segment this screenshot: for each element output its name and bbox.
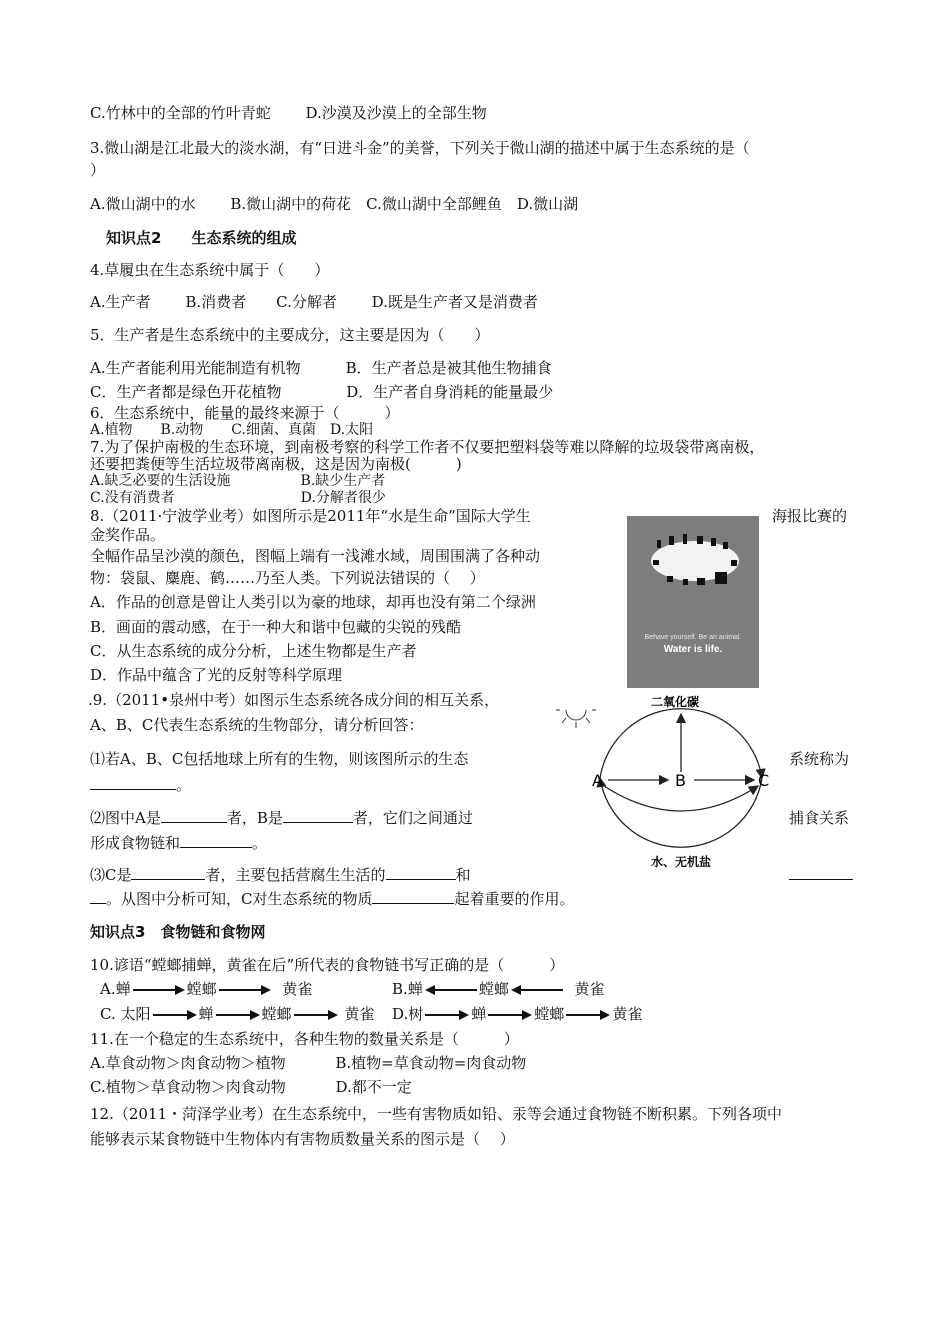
answer-blank[interactable] — [386, 865, 456, 880]
q9-part3-right-blank — [789, 865, 853, 885]
q9-part3 — [90, 865, 471, 885]
co2-label: 二氧化碳 — [651, 695, 700, 709]
arrow-right-icon — [153, 1010, 197, 1020]
water-salt-label: 水、无机盐 — [651, 855, 712, 869]
chain-item: 黄雀 — [612, 1005, 643, 1023]
q8-option-d: D．作品中蕴含了光的反射等科学原理 — [90, 666, 343, 684]
q3-options: A.微山湖中的水 B.微山湖中的荷花 C.微山湖中全部鲤鱼 D.微山湖 — [90, 195, 579, 213]
chain-item: 螳螂 — [186, 980, 217, 998]
ecosystem-cycle-svg — [556, 686, 786, 876]
node-a: A — [592, 771, 603, 790]
q9-stem-2: A、B、C代表生态系统的生物部分，请分析回答： — [90, 716, 424, 734]
answer-blank[interactable] — [90, 775, 176, 790]
q8-stem-2: 金奖作品。 — [90, 526, 166, 544]
arrow-right-icon — [425, 1010, 469, 1020]
q8-option-c: C．从生态系统的成分分析，上述生物都是生产者 — [90, 642, 417, 660]
q9-stem-1: .9.（2011•泉州中考）如图示生态系统各成分间的相互关系， — [88, 691, 500, 709]
q9-part2-line2 — [90, 833, 267, 853]
q9-part2-right: 捕食关系 — [789, 809, 850, 827]
q9-part3-d: 。从图中分析可知，C对生态系统的物质 — [106, 890, 373, 908]
q5-stem: 5．生产者是生态系统中的主要成分，这主要是因为（ ） — [90, 326, 490, 344]
ecosystem-diagram — [556, 686, 786, 876]
q9-part3-c: 和 — [455, 866, 471, 884]
q9-part3-line2 — [90, 889, 575, 909]
arrow-right-icon — [294, 1010, 338, 1020]
chain-item: 螳螂 — [261, 1005, 292, 1023]
chain-item: 黄雀 — [344, 1005, 375, 1023]
q6-stem: 6．生态系统中，能量的最终来源于（ ） — [90, 404, 400, 422]
q10-option-a — [100, 979, 312, 999]
q9-part2-b: 者，B是 — [226, 809, 283, 827]
option-label: D. — [392, 1005, 409, 1023]
arrow-right-icon — [133, 985, 185, 995]
option-label: A. — [100, 980, 116, 998]
node-c: C — [758, 771, 770, 790]
q10-option-b — [392, 979, 604, 999]
q12-stem-2: 能够表示某食物链中生物体内有害物质数量关系的图示是（ ） — [90, 1130, 515, 1148]
q7-stem-2: 还要把粪便等生活垃圾带离南极，这是因为南极( ) — [90, 455, 462, 473]
q9-part1-answer — [90, 775, 191, 795]
poster-image — [627, 516, 759, 688]
poster-caption-2: Water is life. — [663, 644, 723, 655]
q8-stem-1: 8.（2011·宁波学业考）如图所示是2011年“水是生命”国际大学生 — [90, 507, 531, 525]
chain-item: 蝉 — [115, 980, 131, 998]
chain-item: 螳螂 — [478, 980, 509, 998]
q5-options-cd: C．生产者都是绿色开花植物 D．生产者自身消耗的能量最少 — [90, 383, 554, 401]
q11-options-cd: C.植物＞草食动物＞肉食动物 D.都不一定 — [90, 1078, 412, 1096]
q3-stem: 3.微山湖是江北最大的淡水湖，有“日进斗金”的美誉，下列关于微山湖的描述中属于生态系统的是（ — [90, 139, 750, 157]
q4-options: A.生产者 B.消费者 C.分解者 D.既是生产者又是消费者 — [90, 293, 538, 311]
q10-stem: 10.谚语“螳螂捕蝉，黄雀在后”所代表的食物链书写正确的是（ ） — [90, 956, 565, 974]
q9-part3-a: ⑶C是 — [90, 866, 132, 884]
q9-part2-a: ⑵图中A是 — [90, 809, 161, 827]
chain-item: 黄雀 — [282, 980, 313, 998]
q9-part1-right: 系统称为 — [789, 750, 850, 768]
answer-blank[interactable] — [90, 889, 106, 904]
q7-options-cd: C.没有消费者 D.分解者很少 — [90, 490, 386, 506]
q8-option-b: B．画面的震动感，在于一种大和谐中包藏的尖锐的残酷 — [90, 618, 462, 636]
q7-stem-1: 7.为了保护南极的生态环境，到南极考察的科学工作者不仅要把塑料袋等难以降解的垃圾袋带离南极， — [90, 438, 765, 456]
q9-part2-d: 形成食物链和 — [90, 834, 181, 852]
node-b: B — [675, 771, 686, 790]
q11-options-ab: A.草食动物＞肉食动物＞植物 B.植物=草食动物=肉食动物 — [90, 1054, 527, 1072]
q4-stem: 4.草履虫在生态系统中属于（ ） — [90, 261, 330, 279]
arrow-left-icon — [425, 985, 477, 995]
q8-option-a: A．作品的创意是曾让人类引以为豪的地球，却再也没有第二个绿洲 — [90, 593, 536, 611]
q12-stem-1: 12.（2011・菏泽学业考）在生态系统中，一些有害物质如铅、汞等会通过食物链不断积累。下列各项中 — [90, 1105, 783, 1123]
poster-illustration — [627, 516, 759, 688]
q9-part1-end: 。 — [176, 776, 192, 794]
option-label: B. — [392, 980, 408, 998]
chain-item: 蝉 — [198, 1005, 214, 1023]
answer-blank[interactable] — [789, 865, 853, 880]
arrow-right-icon — [219, 985, 271, 995]
q2-options-cd: C.竹林中的全部的竹叶青蛇 D.沙漠及沙漠上的全部生物 — [90, 104, 487, 122]
chain-item: 黄雀 — [574, 980, 605, 998]
q3-stem-end: ） — [90, 161, 106, 179]
q8-stem-3: 全幅作品呈沙漠的颜色，图幅上端有一浅滩水域，周围围满了各种动 — [90, 547, 541, 565]
q9-part3-e: 起着重要的作用。 — [454, 890, 575, 908]
sun-icon — [556, 710, 596, 728]
answer-blank[interactable] — [131, 865, 205, 880]
section-heading-2: 知识点2 生态系统的组成 — [106, 229, 297, 247]
answer-blank[interactable] — [180, 833, 252, 848]
chain-item: 蝉 — [407, 980, 423, 998]
chain-item: 太阳 — [120, 1005, 151, 1023]
q9-part2-e: 。 — [252, 834, 268, 852]
q7-options-ab: A.缺乏必要的生活设施 B.缺少生产者 — [90, 473, 386, 489]
poster-caption-1: Behave yourself. Be an animal. — [644, 634, 742, 641]
chain-item: 树 — [408, 1005, 424, 1023]
q10-option-d — [392, 1004, 642, 1024]
chain-item: 螳螂 — [534, 1005, 565, 1023]
q9-part2 — [90, 808, 473, 828]
answer-blank[interactable] — [161, 808, 227, 823]
q9-part1: ⑴若A、B、C包括地球上所有的生物，则该图所示的生态 — [90, 750, 469, 768]
answer-blank[interactable] — [372, 889, 454, 904]
arrow-right-icon — [488, 1010, 532, 1020]
q11-stem: 11.在一个稳定的生态系统中，各种生物的数量关系是（ ） — [90, 1030, 519, 1048]
q6-options: A.植物 B.动物 C.细菌、真菌 D.太阳 — [90, 422, 374, 438]
q8-stem-4: 物：袋鼠、麋鹿、鹤……乃至人类。下列说法错误的（ ） — [90, 569, 485, 587]
chain-item: 蝉 — [471, 1005, 487, 1023]
answer-blank[interactable] — [283, 808, 353, 823]
option-label: C. — [100, 1005, 116, 1023]
q9-part2-c: 者，它们之间通过 — [352, 809, 473, 827]
q9-part3-b: 者，主要包括营腐生生活的 — [205, 866, 386, 884]
q8-stem-1-right: 海报比赛的 — [772, 507, 848, 525]
section-heading-3: 知识点3 食物链和食物网 — [90, 923, 266, 941]
arrow-left-icon — [511, 985, 563, 995]
arrow-right-icon — [216, 1010, 260, 1020]
q10-option-c — [100, 1004, 374, 1024]
arrow-right-icon — [566, 1010, 610, 1020]
q5-options-ab: A.生产者能利用光能制造有机物 B．生产者总是被其他生物捕食 — [90, 359, 552, 377]
